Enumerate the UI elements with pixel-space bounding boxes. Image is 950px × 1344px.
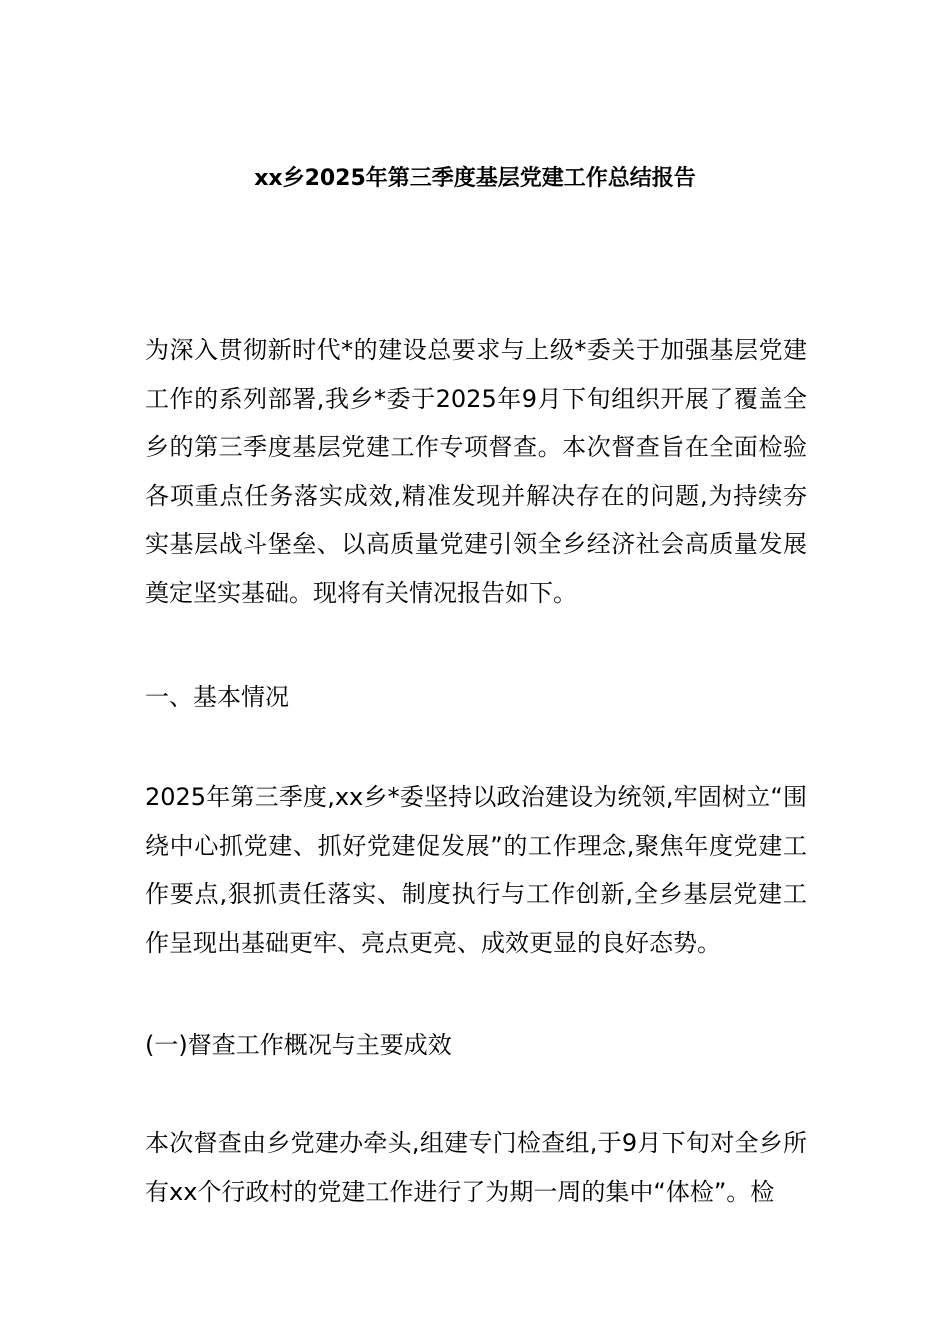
- document-title: xx乡2025年第三季度基层党建工作总结报告: [254, 166, 696, 191]
- inspection-overview-paragraph: 本次督查由乡党建办牵头,组建专门检查组,于9月下旬对全乡所有xx个行政村的党建工作进行了为期一周的集中“体检”。检: [145, 1129, 807, 1206]
- section-heading-basic-situation: 一、基本情况: [145, 683, 289, 711]
- basic-situation-paragraph: 2025年第三季度,xx乡*委坚持以政治建设为统领,牢固树立“围绕中心抓党建、抓好党建促发展”的工作理念,聚焦年度党建工作要点,狠抓责任落实、制度执行与工作创新,全乡基层党建工作呈现出基础更牢、亮点更亮、成效更显的良好态势。: [145, 783, 807, 957]
- subsection-heading-inspection-overview: (一)督查工作概况与主要成效: [145, 1031, 452, 1059]
- intro-paragraph: 为深入贯彻新时代*的建设总要求与上级*委关于加强基层党建工作的系列部署,我乡*委于2025年9月下旬组织开展了覆盖全乡的第三季度基层党建工作专项督查。本次督查旨在全面检验各项重点任务落实成效,精准发现并解决存在的问题,为持续夯实基层战斗堡垒、以高质量党建引领全乡经济社会高质量发展奠定坚实基础。现将有关情况报告如下。: [145, 336, 807, 607]
